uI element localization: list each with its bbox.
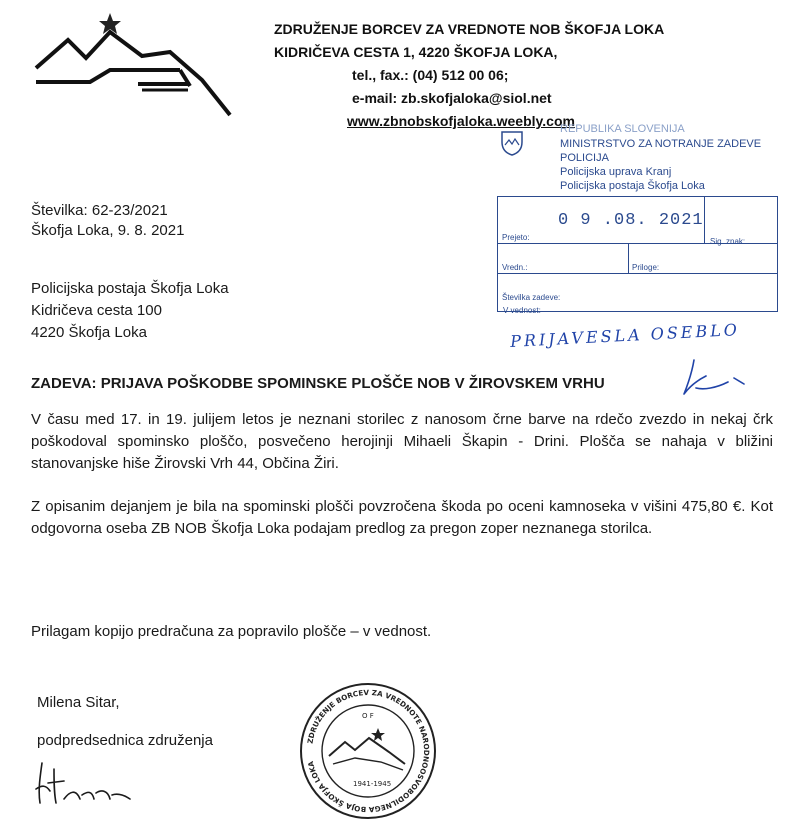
org-name: ZDRUŽENJE BORCEV ZA VREDNOTE NOB ŠKOFJA LOKA — [274, 21, 665, 37]
stamp-line-5: Policijska postaja Škofja Loka — [560, 180, 705, 192]
stamp-line-4: Policijska uprava Kranj — [560, 166, 672, 178]
recipient-line-2: Kidričeva cesta 100 — [31, 302, 162, 319]
seal-letters: O F — [362, 712, 374, 720]
handwritten-signature — [30, 755, 140, 815]
stamp-line-2: MINISTRSTVO ZA NOTRANJE ZADEVE — [560, 138, 762, 150]
handwritten-initial-icon — [676, 358, 756, 398]
seal-years: 1941-1945 — [353, 780, 392, 788]
label-stevilka-zadeve: Številka zadeve: — [502, 293, 561, 302]
org-logo — [30, 10, 250, 125]
received-date: 0 9 .08. 2021 — [558, 211, 704, 230]
recipient-line-3: 4220 Škofja Loka — [31, 324, 147, 341]
org-email: e-mail: zb.skofjaloka@siol.net — [352, 90, 552, 106]
label-priloge: Priloge: — [632, 263, 660, 272]
body-paragraph-2: Z opisanim dejanjem je bila na spominski plošči povzročena škoda po oceni kamnoseka v višini 475,80 €. Kot odgovorna oseba ZB NOB Škofja Loka podajam predlog za pregon zoper neznanega storilca. — [31, 498, 773, 537]
org-phone: tel., fax.: (04) 512 00 06; — [352, 67, 509, 83]
signatory-role: podpredsednica združenja — [37, 732, 213, 749]
handwritten-note: PRIJAVESLA OSEBLO — [509, 319, 741, 352]
received-stamp-box — [497, 196, 778, 312]
seal-ring-text: ZDRUŽENJE BORCEV ZA VREDNOTE NARODNOOSVOBODILNEGA BOJA ŠKOFJA LOKA — [305, 687, 432, 815]
document-number: Številka: 62-23/2021 — [31, 202, 168, 219]
stamp-line-1: REPUBLIKA SLOVENIJA — [560, 123, 685, 135]
recipient-line-1: Policijska postaja Škofja Loka — [31, 280, 229, 297]
subject-line: ZADEVA: PRIJAVA POŠKODBE SPOMINSKE PLOŠČE NOB V ŽIROVSKEM VRHU — [31, 375, 605, 392]
label-v-vednost: V vednost: — [503, 306, 541, 315]
body-paragraph-1: V času med 17. in 19. julijem letos je neznani storilec z nanosom črne barve na rdečo zvezdo in nekaj črk poškodoval spominsko ploščo, posvečeno herojinji Mihaeli Škapin - Drini. Plošča se nahaja v bližini stanovanjske hiše Žirovski Vrh 44, Občina Žiri. — [31, 411, 773, 472]
org-address: KIDRIČEVA CESTA 1, 4220 ŠKOFJA LOKA, — [274, 44, 558, 60]
label-vredn: Vredn.: — [502, 263, 528, 272]
stamp-line-3: POLICIJA — [560, 152, 609, 164]
label-sig-znak: Sig. znak: — [710, 237, 746, 246]
coat-of-arms-icon — [500, 130, 524, 156]
organization-seal — [299, 682, 437, 820]
seal-star-icon — [371, 728, 385, 741]
org-website-link[interactable]: www.zbnobskofjaloka.weebly.com — [347, 113, 575, 129]
label-prejeto: Prejeto: — [502, 233, 530, 242]
place-date: Škofja Loka, 9. 8. 2021 — [31, 222, 185, 239]
signatory-name: Milena Sitar, — [37, 694, 120, 711]
svg-text:ZDRUŽENJE BORCEV ZA VREDNOTE N — [305, 688, 431, 814]
mountain-line-icon — [36, 32, 230, 115]
body-paragraph-3: Prilagam kopijo predračuna za popravilo plošče – v vednost. — [31, 623, 432, 640]
